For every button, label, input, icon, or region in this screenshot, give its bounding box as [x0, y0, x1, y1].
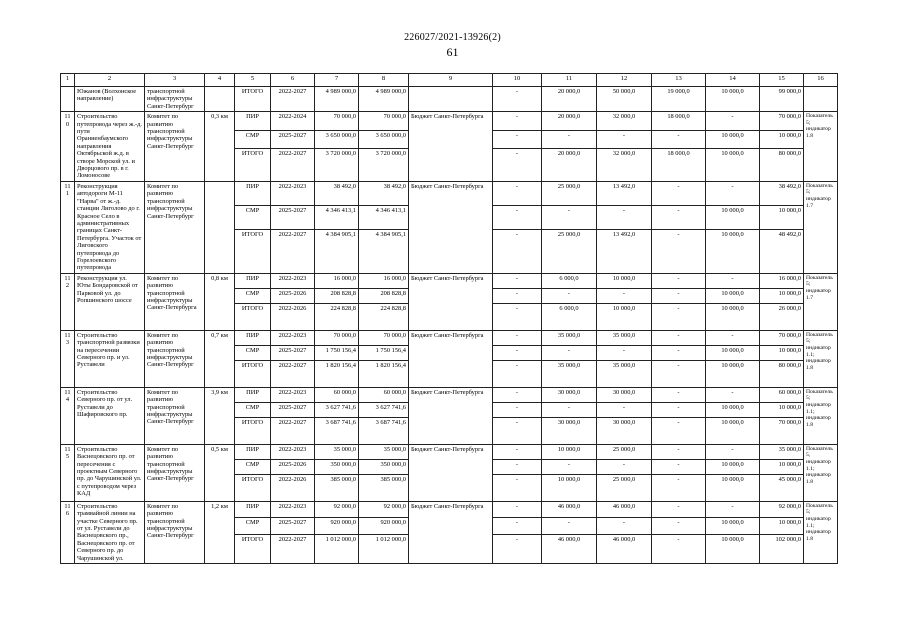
- amount-col-15: 80 000,0: [760, 360, 804, 387]
- customer-name: Комитет по развитию транспортной инфраструктуры Санкт-Петербург: [145, 501, 205, 563]
- amount-col-13: -: [652, 360, 706, 387]
- amount-col-14: -: [706, 181, 760, 205]
- work-period: 2025-2027: [271, 402, 315, 417]
- amount-col-13: 18 000,0: [652, 112, 706, 130]
- table-row: [61, 181, 838, 205]
- indicator-note: Показатель 5; индикатор 1.1; индикатор 1.8: [804, 330, 838, 387]
- funding-source: Бюджет Санкт-Петербурга: [409, 330, 493, 387]
- work-stage: СМР: [235, 206, 271, 230]
- amount-col-11: 10 000,0: [542, 474, 597, 501]
- amount-col-12: 13 492,0: [597, 181, 652, 205]
- object-name: Строительство трамвайной линии на участке Северного пр. от ул. Руставели до Васнецовского пр., Васнецовского пр. от Северного пр. до Чарушинской ул.: [75, 501, 145, 563]
- object-length: 1,2 км: [205, 501, 235, 563]
- work-period: 2022-2027: [271, 360, 315, 387]
- estimated-cost: 38 492,0: [315, 181, 359, 205]
- remaining-cost: 16 000,0: [359, 273, 409, 288]
- amount-col-15: 38 492,0: [760, 181, 804, 205]
- amount-col-11: 20 000,0: [542, 112, 597, 130]
- amount-col-14: 10 000,0: [706, 206, 760, 230]
- amount-col-11: 35 000,0: [542, 360, 597, 387]
- customer-name: транспортной инфраструктуры Санкт-Петербург: [145, 87, 205, 112]
- column-number-row: [61, 74, 838, 87]
- remaining-cost: 3 720 000,0: [359, 148, 409, 181]
- table-row: [61, 501, 838, 517]
- column-header-12: 12: [597, 74, 652, 87]
- amount-col-11: 10 000,0: [542, 444, 597, 459]
- amount-col-14: -: [706, 501, 760, 517]
- work-period: 2022-2024: [271, 112, 315, 130]
- remaining-cost: 3 650 000,0: [359, 130, 409, 148]
- work-stage: ПИР: [235, 501, 271, 517]
- object-length: [205, 181, 235, 273]
- remaining-cost: 70 000,0: [359, 112, 409, 130]
- amount-col-10: -: [493, 273, 542, 288]
- amount-col-10: -: [493, 387, 542, 402]
- remaining-cost: 208 828,8: [359, 288, 409, 303]
- estimated-cost: 208 828,8: [315, 288, 359, 303]
- work-period: 2022-2026: [271, 474, 315, 501]
- amount-col-15: 92 000,0: [760, 501, 804, 517]
- column-header-8: 8: [359, 74, 409, 87]
- amount-col-15: 10 000,0: [760, 402, 804, 417]
- estimated-cost: 1 820 156,4: [315, 360, 359, 387]
- indicator-note: [804, 87, 838, 112]
- estimated-cost: 60 000,0: [315, 387, 359, 402]
- remaining-cost: 92 000,0: [359, 501, 409, 517]
- remaining-cost: 1 012 000,0: [359, 534, 409, 564]
- budget-table: [60, 73, 838, 564]
- funding-source: Бюджет Санкт-Петербурга: [409, 181, 493, 273]
- amount-col-14: 10 000,0: [706, 230, 760, 274]
- funding-source: Бюджет Санкт-Петербурга: [409, 444, 493, 501]
- amount-col-13: -: [652, 387, 706, 402]
- amount-col-15: 60 000,0: [760, 387, 804, 402]
- remaining-cost: 4 346 413,1: [359, 206, 409, 230]
- amount-col-14: 10 000,0: [706, 303, 760, 330]
- remaining-cost: 1 820 156,4: [359, 360, 409, 387]
- amount-col-11: 6 000,0: [542, 303, 597, 330]
- amount-col-13: 18 000,0: [652, 148, 706, 181]
- amount-col-15: 70 000,0: [760, 112, 804, 130]
- work-stage: ПИР: [235, 444, 271, 459]
- work-period: 2025-2027: [271, 345, 315, 360]
- amount-col-10: -: [493, 345, 542, 360]
- estimated-cost: 1 012 000,0: [315, 534, 359, 564]
- amount-col-11: -: [542, 518, 597, 534]
- amount-col-10: -: [493, 444, 542, 459]
- amount-col-15: 80 000,0: [760, 148, 804, 181]
- row-number: 113: [61, 330, 75, 387]
- work-stage: ПИР: [235, 273, 271, 288]
- estimated-cost: 35 000,0: [315, 444, 359, 459]
- table-body: [61, 87, 838, 564]
- amount-col-11: 20 000,0: [542, 87, 597, 112]
- amount-col-10: -: [493, 459, 542, 474]
- work-period: 2025-2027: [271, 130, 315, 148]
- row-number: 115: [61, 444, 75, 501]
- work-stage: ИТОГО: [235, 534, 271, 564]
- work-period: 2022-2027: [271, 148, 315, 181]
- amount-col-14: 10 000,0: [706, 518, 760, 534]
- work-period: 2022-2023: [271, 387, 315, 402]
- amount-col-15: 10 000,0: [760, 518, 804, 534]
- amount-col-11: 30 000,0: [542, 417, 597, 444]
- object-length: 0,3 км: [205, 112, 235, 182]
- column-header-1: 1: [61, 74, 75, 87]
- amount-col-12: 50 000,0: [597, 87, 652, 112]
- amount-col-11: -: [542, 459, 597, 474]
- amount-col-13: -: [652, 518, 706, 534]
- work-period: 2025-2026: [271, 288, 315, 303]
- amount-col-14: 10 000,0: [706, 288, 760, 303]
- amount-col-11: -: [542, 130, 597, 148]
- amount-col-11: 35 000,0: [542, 330, 597, 345]
- row-number: 112: [61, 273, 75, 330]
- funding-source: Бюджет Санкт-Петербурга: [409, 273, 493, 330]
- amount-col-11: 20 000,0: [542, 148, 597, 181]
- amount-col-14: 10 000,0: [706, 87, 760, 112]
- estimated-cost: 385 000,0: [315, 474, 359, 501]
- work-period: 2025-2027: [271, 206, 315, 230]
- amount-col-14: 10 000,0: [706, 417, 760, 444]
- amount-col-14: 10 000,0: [706, 459, 760, 474]
- amount-col-13: -: [652, 501, 706, 517]
- remaining-cost: 920 000,0: [359, 518, 409, 534]
- amount-col-10: -: [493, 181, 542, 205]
- amount-col-10: -: [493, 402, 542, 417]
- amount-col-10: -: [493, 230, 542, 274]
- work-period: 2022-2023: [271, 273, 315, 288]
- remaining-cost: 3 627 741,6: [359, 402, 409, 417]
- work-period: 2022-2027: [271, 534, 315, 564]
- amount-col-15: 26 000,0: [760, 303, 804, 330]
- page-number: 61: [446, 45, 459, 59]
- column-header-5: 5: [235, 74, 271, 87]
- amount-col-15: 10 000,0: [760, 459, 804, 474]
- amount-col-12: 25 000,0: [597, 474, 652, 501]
- amount-col-15: 10 000,0: [760, 206, 804, 230]
- funding-source: Бюджет Санкт-Петербурга: [409, 501, 493, 563]
- amount-col-15: 10 000,0: [760, 345, 804, 360]
- remaining-cost: 224 828,8: [359, 303, 409, 330]
- estimated-cost: 224 828,8: [315, 303, 359, 330]
- column-header-9: 9: [409, 74, 493, 87]
- row-number: 110: [61, 112, 75, 182]
- amount-col-11: -: [542, 288, 597, 303]
- amount-col-10: -: [493, 87, 542, 112]
- estimated-cost: 4 989 000,0: [315, 87, 359, 112]
- work-period: 2025-2026: [271, 459, 315, 474]
- amount-col-10: -: [493, 534, 542, 564]
- work-stage: ИТОГО: [235, 303, 271, 330]
- amount-col-12: -: [597, 518, 652, 534]
- object-name: Строительство Северного пр. от ул. Руставели до Шафировского пр.: [75, 387, 145, 444]
- table-row: [61, 444, 838, 459]
- amount-col-13: -: [652, 273, 706, 288]
- amount-col-10: -: [493, 303, 542, 330]
- amount-col-15: 10 000,0: [760, 130, 804, 148]
- remaining-cost: 1 750 156,4: [359, 345, 409, 360]
- object-name: Строительство путепровода через ж.-д. пути Ораниенбаумского направления Октябрьской ж.д. в створе Морской ул. и Дворцового пр. в г. Ломоносове: [75, 112, 145, 182]
- amount-col-11: 46 000,0: [542, 534, 597, 564]
- work-period: 2022-2026: [271, 303, 315, 330]
- remaining-cost: 385 000,0: [359, 474, 409, 501]
- amount-col-13: 19 000,0: [652, 87, 706, 112]
- work-stage: СМР: [235, 130, 271, 148]
- amount-col-10: -: [493, 417, 542, 444]
- work-stage: СМР: [235, 288, 271, 303]
- table-row: [61, 387, 838, 402]
- column-header-6: 6: [271, 74, 315, 87]
- amount-col-14: 10 000,0: [706, 474, 760, 501]
- column-header-4: 4: [205, 74, 235, 87]
- remaining-cost: 60 000,0: [359, 387, 409, 402]
- table-row: [61, 273, 838, 288]
- indicator-note: Показатель 5, индикатор 1.1; индикатор 1.8: [804, 444, 838, 501]
- work-stage: ПИР: [235, 112, 271, 130]
- amount-col-15: 70 000,0: [760, 417, 804, 444]
- object-name: Строительство Васнецовского пр. от пересечения с проектным Северного пр. до Чарушинской ул. с путепроводом через КАД: [75, 444, 145, 501]
- work-stage: ИТОГО: [235, 474, 271, 501]
- document-id: 226027/2021-13926(2): [404, 32, 501, 43]
- amount-col-12: -: [597, 402, 652, 417]
- amount-col-14: -: [706, 444, 760, 459]
- remaining-cost: 350 000,0: [359, 459, 409, 474]
- table-row: [61, 87, 838, 112]
- column-header-15: 15: [760, 74, 804, 87]
- amount-col-13: -: [652, 534, 706, 564]
- indicator-note: Показатель 5; индикатор 1.7: [804, 273, 838, 330]
- object-length: 0,8 км: [205, 273, 235, 330]
- table-row: [61, 112, 838, 130]
- work-stage: ИТОГО: [235, 230, 271, 274]
- work-period: 2025-2027: [271, 518, 315, 534]
- amount-col-10: -: [493, 206, 542, 230]
- amount-col-12: 32 000,0: [597, 148, 652, 181]
- column-header-11: 11: [542, 74, 597, 87]
- amount-col-12: 30 000,0: [597, 387, 652, 402]
- amount-col-13: -: [652, 206, 706, 230]
- work-stage: ИТОГО: [235, 417, 271, 444]
- amount-col-12: -: [597, 288, 652, 303]
- row-number: 111: [61, 181, 75, 273]
- amount-col-11: -: [542, 206, 597, 230]
- amount-col-14: 10 000,0: [706, 360, 760, 387]
- amount-col-14: 10 000,0: [706, 402, 760, 417]
- amount-col-12: 35 000,0: [597, 330, 652, 345]
- amount-col-11: 25 000,0: [542, 230, 597, 274]
- work-period: 2022-2027: [271, 87, 315, 112]
- remaining-cost: 4 384 905,1: [359, 230, 409, 274]
- estimated-cost: 4 384 905,1: [315, 230, 359, 274]
- customer-name: Комитет по развитию транспортной инфраструктуры Санкт-Петербург: [145, 112, 205, 182]
- work-period: 2022-2027: [271, 230, 315, 274]
- object-name: Реконструкция автодороги М-11 "Нарва" от ж.-д. станции Лиголово до г. Красное Село в административных границах Санкт-Петербурга. Участок от Лиговского путепровода до Горелоевского путепровода: [75, 181, 145, 273]
- amount-col-11: -: [542, 345, 597, 360]
- amount-col-15: 102 000,0: [760, 534, 804, 564]
- work-period: 2022-2023: [271, 501, 315, 517]
- amount-col-12: 46 000,0: [597, 534, 652, 564]
- estimated-cost: 3 627 741,6: [315, 402, 359, 417]
- amount-col-11: 30 000,0: [542, 387, 597, 402]
- amount-col-14: -: [706, 330, 760, 345]
- indicator-note: Показатель 5; индикатор 1.1; индикатор 1.8: [804, 387, 838, 444]
- estimated-cost: 3 650 000,0: [315, 130, 359, 148]
- amount-col-10: -: [493, 474, 542, 501]
- amount-col-13: -: [652, 417, 706, 444]
- estimated-cost: 70 000,0: [315, 330, 359, 345]
- amount-col-14: -: [706, 273, 760, 288]
- amount-col-10: -: [493, 148, 542, 181]
- amount-col-12: -: [597, 206, 652, 230]
- amount-col-11: -: [542, 402, 597, 417]
- funding-source: Бюджет Санкт-Петербурга: [409, 112, 493, 182]
- amount-col-10: -: [493, 501, 542, 517]
- amount-col-12: 13 492,0: [597, 230, 652, 274]
- amount-col-12: 25 000,0: [597, 444, 652, 459]
- object-name: Южанов (Волхонское направление): [75, 87, 145, 112]
- amount-col-15: 16 000,0: [760, 273, 804, 288]
- customer-name: Комитет по развитию транспортной инфраструктуры Санкт-Петербург: [145, 181, 205, 273]
- work-stage: ПИР: [235, 387, 271, 402]
- amount-col-13: -: [652, 459, 706, 474]
- amount-col-15: 35 000,0: [760, 444, 804, 459]
- amount-col-15: 45 000,0: [760, 474, 804, 501]
- amount-col-13: -: [652, 402, 706, 417]
- customer-name: Комитет по развитию транспортной инфраструктуры Санкт-Петербург: [145, 387, 205, 444]
- estimated-cost: 4 346 413,1: [315, 206, 359, 230]
- estimated-cost: 3 720 000,0: [315, 148, 359, 181]
- amount-col-14: -: [706, 112, 760, 130]
- amount-col-11: 25 000,0: [542, 181, 597, 205]
- work-stage: СМР: [235, 345, 271, 360]
- amount-col-15: 10 000,0: [760, 288, 804, 303]
- amount-col-13: -: [652, 288, 706, 303]
- column-header-3: 3: [145, 74, 205, 87]
- table-row: [61, 330, 838, 345]
- amount-col-10: -: [493, 360, 542, 387]
- object-length: [205, 87, 235, 112]
- object-length: 0,5 км: [205, 444, 235, 501]
- amount-col-15: 48 492,0: [760, 230, 804, 274]
- amount-col-15: 70 000,0: [760, 330, 804, 345]
- amount-col-12: -: [597, 459, 652, 474]
- amount-col-10: -: [493, 518, 542, 534]
- amount-col-13: -: [652, 181, 706, 205]
- work-stage: ПИР: [235, 330, 271, 345]
- indicator-note: Показатель 5; индикатор 1.7: [804, 181, 838, 273]
- amount-col-13: -: [652, 474, 706, 501]
- row-number: 116: [61, 501, 75, 563]
- object-name: Строительство транспортной развязки на пересечении Северного пр. и ул. Руставели: [75, 330, 145, 387]
- object-length: 3,9 км: [205, 387, 235, 444]
- work-stage: СМР: [235, 402, 271, 417]
- amount-col-12: -: [597, 345, 652, 360]
- estimated-cost: 70 000,0: [315, 112, 359, 130]
- amount-col-14: 10 000,0: [706, 534, 760, 564]
- work-period: 2022-2023: [271, 330, 315, 345]
- amount-col-12: 10 000,0: [597, 273, 652, 288]
- customer-name: Комитет по развитию транспортной инфраструктуры Санкт-Петербург: [145, 444, 205, 501]
- work-stage: СМР: [235, 459, 271, 474]
- remaining-cost: 3 687 741,6: [359, 417, 409, 444]
- amount-col-12: 46 000,0: [597, 501, 652, 517]
- estimated-cost: 3 687 741,6: [315, 417, 359, 444]
- estimated-cost: 920 000,0: [315, 518, 359, 534]
- indicator-note: Показатель 5; индикатор 1.8: [804, 112, 838, 182]
- amount-col-13: -: [652, 230, 706, 274]
- customer-name: Комитет по развитию транспортной инфраструктуры Санкт-Петербурга: [145, 273, 205, 330]
- work-stage: СМР: [235, 518, 271, 534]
- column-header-2: 2: [75, 74, 145, 87]
- customer-name: Комитет по развитию транспортной инфраструктуры Санкт-Петербург: [145, 330, 205, 387]
- indicator-note: Показатель 5; индикатор 1.1; индикатор 1.8: [804, 501, 838, 563]
- amount-col-12: 10 000,0: [597, 303, 652, 330]
- amount-col-12: 35 000,0: [597, 360, 652, 387]
- remaining-cost: 35 000,0: [359, 444, 409, 459]
- amount-col-13: -: [652, 345, 706, 360]
- row-number: [61, 87, 75, 112]
- work-stage: ИТОГО: [235, 87, 271, 112]
- column-header-10: 10: [493, 74, 542, 87]
- estimated-cost: 16 000,0: [315, 273, 359, 288]
- work-period: 2022-2023: [271, 181, 315, 205]
- work-stage: ИТОГО: [235, 360, 271, 387]
- column-header-7: 7: [315, 74, 359, 87]
- row-number: 114: [61, 387, 75, 444]
- funding-source: Бюджет Санкт-Петербурга: [409, 387, 493, 444]
- amount-col-14: -: [706, 387, 760, 402]
- amount-col-13: -: [652, 330, 706, 345]
- amount-col-14: 10 000,0: [706, 148, 760, 181]
- amount-col-10: -: [493, 130, 542, 148]
- object-length: 0,7 км: [205, 330, 235, 387]
- remaining-cost: 70 000,0: [359, 330, 409, 345]
- remaining-cost: 38 492,0: [359, 181, 409, 205]
- object-name: Реконструкция ул. Юты Бондаровской от Парковой ул. до Ропшинского шоссе: [75, 273, 145, 330]
- amount-col-10: -: [493, 330, 542, 345]
- work-period: 2022-2023: [271, 444, 315, 459]
- column-header-14: 14: [706, 74, 760, 87]
- work-stage: ИТОГО: [235, 148, 271, 181]
- estimated-cost: 350 000,0: [315, 459, 359, 474]
- amount-col-14: 10 000,0: [706, 130, 760, 148]
- amount-col-11: 6 000,0: [542, 273, 597, 288]
- amount-col-10: -: [493, 112, 542, 130]
- work-period: 2022-2027: [271, 417, 315, 444]
- amount-col-11: 46 000,0: [542, 501, 597, 517]
- estimated-cost: 1 750 156,4: [315, 345, 359, 360]
- work-stage: ПИР: [235, 181, 271, 205]
- amount-col-12: -: [597, 130, 652, 148]
- remaining-cost: 4 989 000,0: [359, 87, 409, 112]
- column-header-13: 13: [652, 74, 706, 87]
- amount-col-12: 30 000,0: [597, 417, 652, 444]
- amount-col-12: 32 000,0: [597, 112, 652, 130]
- amount-col-15: 99 000,0: [760, 87, 804, 112]
- amount-col-10: -: [493, 288, 542, 303]
- amount-col-13: -: [652, 444, 706, 459]
- column-header-16: 16: [804, 74, 838, 87]
- amount-col-13: -: [652, 130, 706, 148]
- amount-col-14: 10 000,0: [706, 345, 760, 360]
- funding-source: [409, 87, 493, 112]
- estimated-cost: 92 000,0: [315, 501, 359, 517]
- amount-col-13: -: [652, 303, 706, 330]
